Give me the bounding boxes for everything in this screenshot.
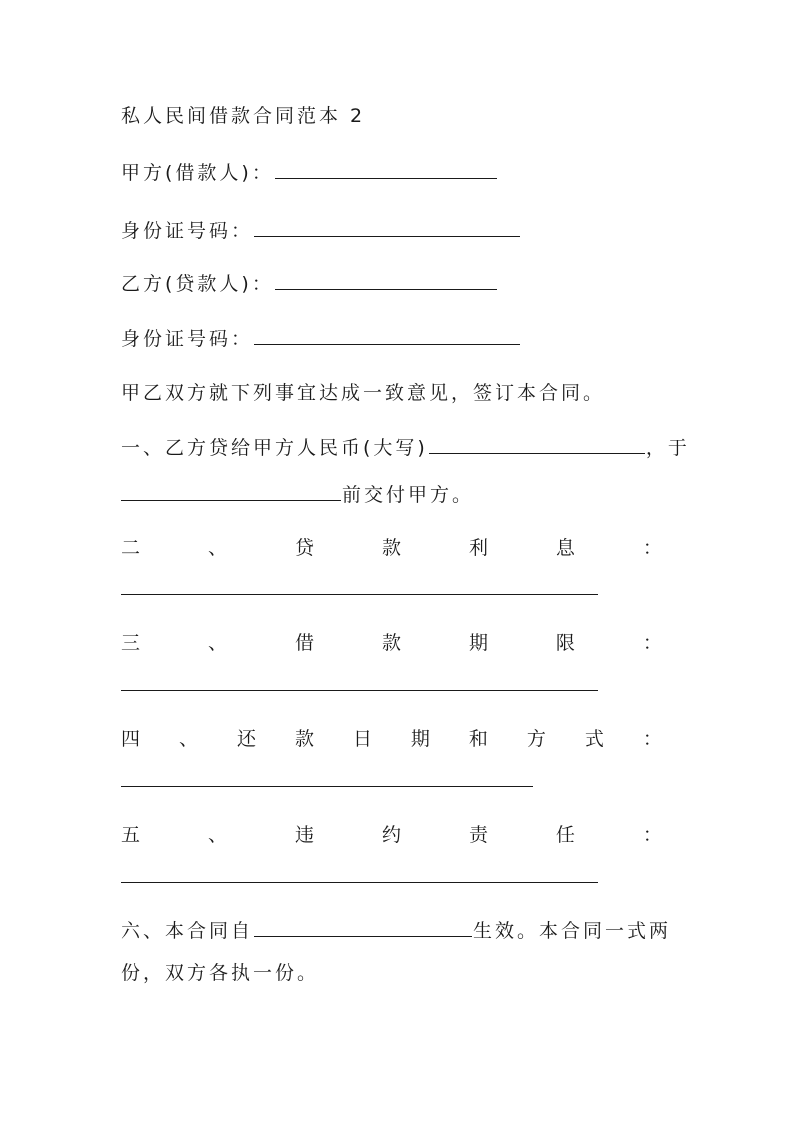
clause-2-heading [121,535,662,561]
clause-4-char: 四 [121,728,141,750]
clause-3-heading [121,630,662,656]
clause-1-suffix: 前交付甲方。 [342,484,475,506]
loan-term-blank[interactable] [121,690,598,691]
clause-6-suffix: 生效。本合同一式两 [473,920,672,942]
clause-5-char: 、 [207,824,227,846]
clause-3-char: 借 [294,632,314,654]
id-number-line-2 [121,326,521,352]
party-a-line [121,160,498,186]
clause-1-prefix: 一、乙方贷给甲方人民币(大写) [121,437,428,459]
clause-1-mid: ，于 [645,437,690,459]
clause-2-char: 款 [381,537,401,559]
id-number-blank-2[interactable] [254,326,520,345]
clause-3-char: 期 [468,632,488,654]
clause-4-char: 款 [294,728,314,750]
party-b-label: 乙方(贷款人)： [121,273,274,295]
clause-4-char: 还 [236,728,256,750]
clause-2-char: ： [642,537,662,559]
clause-4-char: 方 [526,728,546,750]
loan-amount-blank[interactable] [429,435,645,454]
clause-2-char: 利 [468,537,488,559]
clause-3-char: 、 [207,632,227,654]
clause-6-line-1 [121,918,671,944]
clause-5-char: 五 [121,824,141,846]
clause-4-char: 式 [584,728,604,750]
clause-4-char: 期 [410,728,430,750]
id-label-2: 身份证号码： [121,328,254,350]
clause-5-heading [121,822,662,848]
clause-1-line-2 [121,482,474,508]
party-a-label: 甲方(借款人)： [121,162,274,184]
clause-2-char: 二 [121,537,141,559]
clause-2-char: 息 [555,537,575,559]
effective-date-blank[interactable] [254,918,472,937]
clause-2-char: 、 [207,537,227,559]
agreement-statement: 甲乙双方就下列事宜达成一致意见，签订本合同。 [121,382,606,404]
clause-4-char: ： [642,728,662,750]
clause-4-char: 、 [178,728,198,750]
clause-6-prefix: 六、本合同自 [121,920,254,942]
party-a-blank[interactable] [275,160,497,179]
repayment-blank[interactable] [121,786,533,787]
clause-5-char: ： [642,824,662,846]
clause-5-char: 任 [555,824,575,846]
party-b-line [121,271,498,297]
document-title: 私人民间借款合同范本 2 [121,105,366,127]
id-number-blank-1[interactable] [254,218,520,237]
clause-4-heading [121,726,662,752]
clause-4-char: 日 [352,728,372,750]
clause-2-char: 贷 [294,537,314,559]
id-label-1: 身份证号码： [121,220,254,242]
clause-5-char: 违 [294,824,314,846]
clause-3-char: 款 [381,632,401,654]
clause-4-char: 和 [468,728,488,750]
clause-3-char: ： [642,632,662,654]
liability-blank[interactable] [121,882,598,883]
clause-3-char: 限 [555,632,575,654]
interest-blank[interactable] [121,594,598,595]
id-number-line-1 [121,218,521,244]
party-b-blank[interactable] [275,271,497,290]
clause-6-line-2: 份，双方各执一份。 [121,962,320,984]
clause-5-char: 责 [468,824,488,846]
delivery-date-blank[interactable] [121,482,341,501]
clause-3-char: 三 [121,632,141,654]
clause-1-line-1 [121,435,690,461]
clause-5-char: 约 [381,824,401,846]
